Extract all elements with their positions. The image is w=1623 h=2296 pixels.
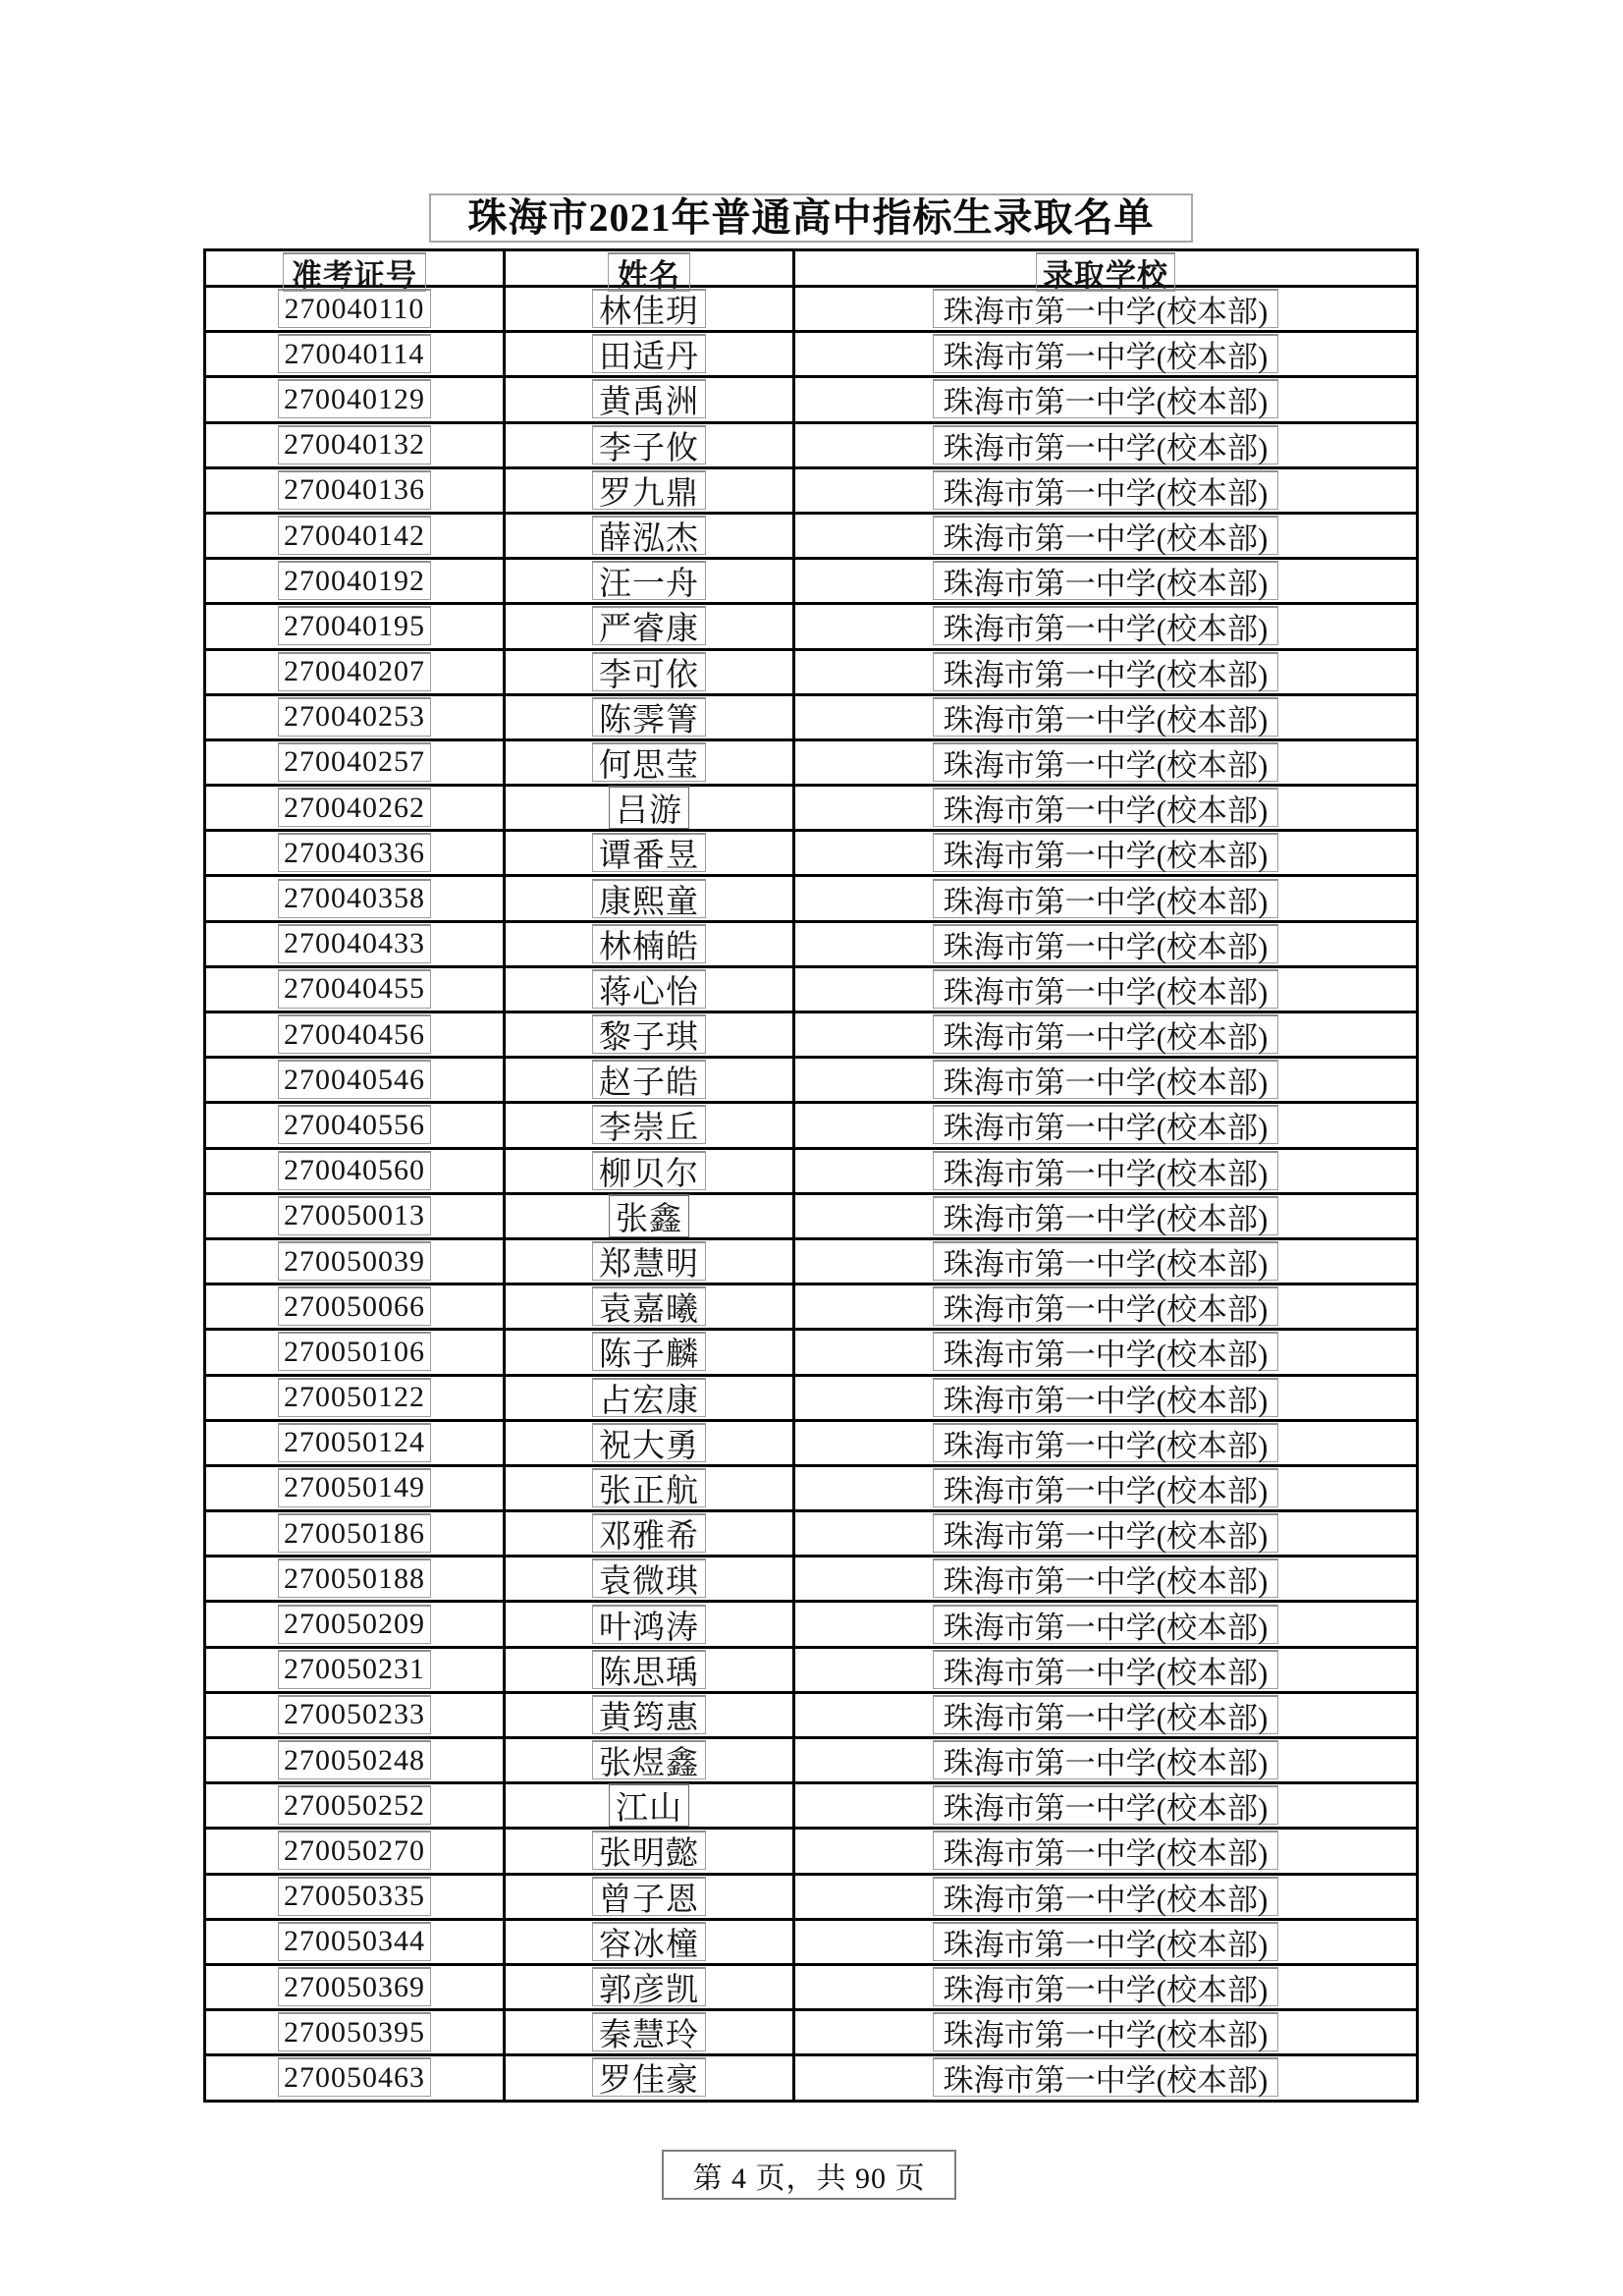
cell-ticket — [206, 1147, 506, 1192]
table-row — [206, 1555, 1416, 1600]
cell-name — [506, 557, 795, 602]
ticket-value: 270050124 — [278, 1423, 431, 1462]
cell-school — [795, 1464, 1416, 1509]
cell-name — [506, 1781, 795, 1827]
ticket-value: 270050463 — [278, 2057, 431, 2097]
table-body — [206, 285, 1416, 2100]
cell-name — [506, 512, 795, 557]
cell-school — [795, 421, 1416, 466]
cell-ticket — [206, 285, 506, 330]
cell-school — [795, 285, 1416, 330]
name-value: 罗九鼎 — [592, 470, 706, 510]
cell-ticket — [206, 330, 506, 375]
cell-name — [506, 1056, 795, 1101]
page-number-label: 第 4 页，共 90 页 — [692, 2161, 926, 2195]
ticket-value: 270040262 — [278, 788, 431, 827]
school-value: 珠海市第一中学(校本部) — [933, 1286, 1278, 1326]
ticket-value: 270050039 — [278, 1241, 431, 1281]
cell-school — [795, 1600, 1416, 1645]
cell-name — [506, 1147, 795, 1192]
cell-school — [795, 2053, 1416, 2099]
name-value: 谭番昱 — [592, 833, 706, 872]
cell-name — [506, 1192, 795, 1237]
name-value: 郑慧明 — [592, 1241, 706, 1281]
name-value: 康熙童 — [592, 879, 706, 918]
cell-school — [795, 1873, 1416, 1918]
ticket-value: 270050122 — [278, 1378, 431, 1417]
cell-name — [506, 1600, 795, 1645]
cell-name — [506, 1963, 795, 2008]
cell-name — [506, 648, 795, 693]
admission-table — [203, 248, 1419, 2103]
school-value: 珠海市第一中学(校本部) — [933, 697, 1278, 737]
cell-school — [795, 1827, 1416, 1872]
cell-ticket — [206, 1736, 506, 1781]
school-value: 珠海市第一中学(校本部) — [933, 1060, 1278, 1099]
cell-school — [795, 1918, 1416, 1963]
name-value: 黎子琪 — [592, 1014, 706, 1054]
name-value: 严睿康 — [592, 606, 706, 645]
table-row — [206, 1918, 1416, 1963]
cell-ticket — [206, 1827, 506, 1872]
table-row — [206, 1873, 1416, 1918]
cell-ticket — [206, 602, 506, 647]
cell-school — [795, 375, 1416, 420]
cell-ticket — [206, 648, 506, 693]
name-value: 张煜鑫 — [592, 1740, 706, 1779]
table-row — [206, 1646, 1416, 1691]
ticket-value: 270040546 — [278, 1060, 431, 1099]
name-value: 黄禹洲 — [592, 379, 706, 418]
table-row — [206, 1328, 1416, 1373]
cell-ticket — [206, 1963, 506, 2008]
cell-name — [506, 1873, 795, 1918]
cell-ticket — [206, 693, 506, 738]
cell-name — [506, 1691, 795, 1736]
name-value: 蒋心怡 — [592, 969, 706, 1009]
table-header-row — [206, 251, 1416, 293]
cell-school — [795, 920, 1416, 965]
header-cell-school — [795, 251, 1416, 293]
cell-school — [795, 2008, 1416, 2053]
cell-school — [795, 738, 1416, 784]
cell-ticket — [206, 1918, 506, 1963]
school-value: 珠海市第一中学(校本部) — [933, 1105, 1278, 1144]
cell-school — [795, 1283, 1416, 1328]
name-value: 何思莹 — [592, 742, 706, 782]
school-value: 珠海市第一中学(校本部) — [933, 1740, 1278, 1779]
table-row — [206, 375, 1416, 420]
document-title-box — [429, 193, 1193, 243]
ticket-value: 270040142 — [278, 516, 431, 555]
table-row — [206, 2053, 1416, 2099]
cell-name — [506, 602, 795, 647]
cell-ticket — [206, 1237, 506, 1283]
ticket-value: 270040253 — [278, 697, 431, 737]
table-row — [206, 1056, 1416, 1101]
ticket-value: 270040110 — [278, 289, 431, 328]
cell-school — [795, 648, 1416, 693]
ticket-value: 270040456 — [278, 1014, 431, 1054]
cell-name — [506, 693, 795, 738]
table-row — [206, 2008, 1416, 2053]
cell-school — [795, 1237, 1416, 1283]
name-value: 田适丹 — [592, 334, 706, 373]
name-value: 秦慧玲 — [592, 2012, 706, 2051]
header-label-school: 录取学校 — [1036, 252, 1175, 292]
name-value: 占宏康 — [592, 1378, 706, 1417]
name-value: 薛泓杰 — [592, 516, 706, 555]
table-row — [206, 466, 1416, 512]
cell-ticket — [206, 1873, 506, 1918]
ticket-value: 270050335 — [278, 1877, 431, 1916]
header-cell-name — [506, 251, 795, 293]
page-number-box — [662, 2150, 956, 2200]
school-value: 珠海市第一中学(校本部) — [933, 879, 1278, 918]
cell-ticket — [206, 784, 506, 829]
name-value: 袁微琪 — [592, 1558, 706, 1598]
table-row — [206, 1011, 1416, 1056]
cell-name — [506, 1374, 795, 1419]
cell-school — [795, 330, 1416, 375]
cell-ticket — [206, 738, 506, 784]
table-row — [206, 1827, 1416, 1872]
cell-ticket — [206, 375, 506, 420]
school-value: 珠海市第一中学(校本部) — [933, 289, 1278, 328]
cell-name — [506, 784, 795, 829]
cell-name — [506, 1011, 795, 1056]
ticket-value: 270050106 — [278, 1332, 431, 1371]
header-label-name: 姓名 — [608, 252, 690, 292]
cell-ticket — [206, 874, 506, 919]
school-value: 珠海市第一中学(校本部) — [933, 1014, 1278, 1054]
school-value: 珠海市第一中学(校本部) — [933, 833, 1278, 872]
cell-name — [506, 829, 795, 874]
ticket-value: 270050066 — [278, 1286, 431, 1326]
cell-ticket — [206, 1781, 506, 1827]
cell-name — [506, 874, 795, 919]
table-row — [206, 920, 1416, 965]
table-row — [206, 1600, 1416, 1645]
cell-ticket — [206, 557, 506, 602]
ticket-value: 270050344 — [278, 1922, 431, 1961]
cell-school — [795, 693, 1416, 738]
table-row — [206, 602, 1416, 647]
name-value: 张明懿 — [592, 1831, 706, 1870]
name-value: 李可依 — [592, 652, 706, 691]
ticket-value: 270040560 — [278, 1151, 431, 1190]
cell-school — [795, 512, 1416, 557]
ticket-value: 270050209 — [278, 1605, 431, 1644]
ticket-value: 270050270 — [278, 1831, 431, 1870]
school-value: 珠海市第一中学(校本部) — [933, 924, 1278, 963]
ticket-value: 270040455 — [278, 969, 431, 1009]
ticket-value: 270040192 — [278, 561, 431, 600]
table-row — [206, 1147, 1416, 1192]
name-value: 柳贝尔 — [592, 1151, 706, 1190]
name-value: 张正航 — [592, 1468, 706, 1507]
ticket-value: 270050149 — [278, 1468, 431, 1507]
cell-school — [795, 557, 1416, 602]
cell-ticket — [206, 1464, 506, 1509]
cell-school — [795, 1192, 1416, 1237]
cell-ticket — [206, 1555, 506, 1600]
ticket-value: 270040195 — [278, 606, 431, 645]
table-row — [206, 1419, 1416, 1464]
cell-ticket — [206, 1101, 506, 1146]
school-value: 珠海市第一中学(校本部) — [933, 606, 1278, 645]
cell-ticket — [206, 1600, 506, 1645]
cell-name — [506, 1555, 795, 1600]
table-row — [206, 829, 1416, 874]
school-value: 珠海市第一中学(校本部) — [933, 379, 1278, 418]
school-value: 珠海市第一中学(校本部) — [933, 1967, 1278, 2006]
cell-name — [506, 421, 795, 466]
table-row — [206, 1464, 1416, 1509]
table-row — [206, 1736, 1416, 1781]
table-row — [206, 557, 1416, 602]
cell-ticket — [206, 1374, 506, 1419]
cell-school — [795, 1691, 1416, 1736]
school-value: 珠海市第一中学(校本部) — [933, 1831, 1278, 1870]
cell-school — [795, 965, 1416, 1011]
cell-name — [506, 1419, 795, 1464]
cell-name — [506, 1736, 795, 1781]
cell-ticket — [206, 1328, 506, 1373]
cell-school — [795, 1419, 1416, 1464]
cell-school — [795, 1555, 1416, 1600]
cell-ticket — [206, 2008, 506, 2053]
school-value: 珠海市第一中学(校本部) — [933, 2057, 1278, 2097]
school-value: 珠海市第一中学(校本部) — [933, 1241, 1278, 1281]
name-value: 叶鸿涛 — [592, 1605, 706, 1644]
school-value: 珠海市第一中学(校本部) — [933, 1196, 1278, 1235]
ticket-value: 270040556 — [278, 1105, 431, 1144]
name-value: 赵子皓 — [592, 1060, 706, 1099]
name-value: 袁嘉曦 — [592, 1286, 706, 1326]
cell-school — [795, 1374, 1416, 1419]
cell-school — [795, 1963, 1416, 2008]
cell-name — [506, 965, 795, 1011]
name-value: 郭彦凯 — [592, 1967, 706, 2006]
name-value: 黄筠惠 — [592, 1695, 706, 1734]
ticket-value: 270050013 — [278, 1196, 431, 1235]
table-row — [206, 1509, 1416, 1555]
name-value: 汪一舟 — [592, 561, 706, 600]
table-row — [206, 512, 1416, 557]
cell-name — [506, 285, 795, 330]
name-value: 李子攸 — [592, 425, 706, 465]
school-value: 珠海市第一中学(校本部) — [933, 425, 1278, 465]
cell-name — [506, 738, 795, 784]
school-value: 珠海市第一中学(校本部) — [933, 516, 1278, 555]
cell-name — [506, 1464, 795, 1509]
name-value: 陈子麟 — [592, 1332, 706, 1371]
cell-ticket — [206, 1283, 506, 1328]
table-row — [206, 330, 1416, 375]
cell-ticket — [206, 920, 506, 965]
table-row — [206, 738, 1416, 784]
ticket-value: 270050395 — [278, 2012, 431, 2051]
cell-ticket — [206, 1011, 506, 1056]
cell-school — [795, 829, 1416, 874]
ticket-value: 270050369 — [278, 1967, 431, 2006]
school-value: 珠海市第一中学(校本部) — [933, 1650, 1278, 1689]
table-row — [206, 1374, 1416, 1419]
table-row — [206, 874, 1416, 919]
name-value: 容冰橦 — [592, 1922, 706, 1961]
table-row — [206, 1283, 1416, 1328]
name-value: 李崇丘 — [592, 1105, 706, 1144]
cell-school — [795, 1056, 1416, 1101]
cell-school — [795, 1101, 1416, 1146]
cell-name — [506, 1918, 795, 1963]
cell-school — [795, 1328, 1416, 1373]
cell-school — [795, 1147, 1416, 1192]
ticket-value: 270040207 — [278, 652, 431, 691]
cell-name — [506, 1646, 795, 1691]
ticket-value: 270050231 — [278, 1650, 431, 1689]
cell-name — [506, 2008, 795, 2053]
school-value: 珠海市第一中学(校本部) — [933, 1332, 1278, 1371]
cell-school — [795, 602, 1416, 647]
ticket-value: 270040114 — [278, 334, 431, 373]
ticket-value: 270050233 — [278, 1695, 431, 1734]
school-value: 珠海市第一中学(校本部) — [933, 1877, 1278, 1916]
table-row — [206, 1963, 1416, 2008]
cell-ticket — [206, 2053, 506, 2099]
ticket-value: 270050248 — [278, 1740, 431, 1779]
header-label-ticket: 准考证号 — [283, 252, 426, 292]
header-cell-ticket — [206, 251, 506, 293]
school-value: 珠海市第一中学(校本部) — [933, 1605, 1278, 1644]
school-value: 珠海市第一中学(校本部) — [933, 2012, 1278, 2051]
cell-name — [506, 1283, 795, 1328]
school-value: 珠海市第一中学(校本部) — [933, 1151, 1278, 1190]
table-row — [206, 1237, 1416, 1283]
school-value: 珠海市第一中学(校本部) — [933, 470, 1278, 510]
ticket-value: 270040433 — [278, 924, 431, 963]
school-value: 珠海市第一中学(校本部) — [933, 1922, 1278, 1961]
table-row — [206, 648, 1416, 693]
cell-ticket — [206, 1192, 506, 1237]
ticket-value: 270040129 — [278, 379, 431, 418]
cell-name — [506, 920, 795, 965]
cell-ticket — [206, 1691, 506, 1736]
table-row — [206, 784, 1416, 829]
name-value: 吕游 — [609, 786, 689, 829]
school-value: 珠海市第一中学(校本部) — [933, 969, 1278, 1009]
name-value: 林佳玥 — [592, 289, 706, 328]
school-value: 珠海市第一中学(校本部) — [933, 561, 1278, 600]
name-value: 陈霁箐 — [592, 697, 706, 737]
cell-ticket — [206, 1056, 506, 1101]
cell-ticket — [206, 965, 506, 1011]
cell-school — [795, 1509, 1416, 1555]
name-value: 邓雅希 — [592, 1513, 706, 1553]
ticket-value: 270050188 — [278, 1558, 431, 1598]
cell-name — [506, 1509, 795, 1555]
cell-ticket — [206, 829, 506, 874]
name-value: 江山 — [609, 1783, 689, 1827]
name-value: 曾子恩 — [592, 1877, 706, 1916]
ticket-value: 270040132 — [278, 425, 431, 465]
table-row — [206, 1781, 1416, 1827]
table-row — [206, 1192, 1416, 1237]
school-value: 珠海市第一中学(校本部) — [933, 1785, 1278, 1825]
school-value: 珠海市第一中学(校本部) — [933, 1558, 1278, 1598]
cell-school — [795, 1736, 1416, 1781]
name-value: 罗佳豪 — [592, 2057, 706, 2097]
table-row — [206, 285, 1416, 330]
ticket-value: 270040136 — [278, 470, 431, 510]
cell-name — [506, 466, 795, 512]
cell-ticket — [206, 1646, 506, 1691]
school-value: 珠海市第一中学(校本部) — [933, 652, 1278, 691]
ticket-value: 270050186 — [278, 1513, 431, 1553]
document-title: 珠海市2021年普通高中指标生录取名单 — [467, 195, 1155, 240]
cell-school — [795, 874, 1416, 919]
school-value: 珠海市第一中学(校本部) — [933, 742, 1278, 782]
name-value: 林楠皓 — [592, 924, 706, 963]
cell-name — [506, 2053, 795, 2099]
cell-name — [506, 330, 795, 375]
cell-school — [795, 1781, 1416, 1827]
school-value: 珠海市第一中学(校本部) — [933, 1378, 1278, 1417]
ticket-value: 270040336 — [278, 833, 431, 872]
school-value: 珠海市第一中学(校本部) — [933, 1513, 1278, 1553]
cell-ticket — [206, 421, 506, 466]
cell-school — [795, 784, 1416, 829]
cell-school — [795, 1011, 1416, 1056]
cell-ticket — [206, 466, 506, 512]
cell-name — [506, 1827, 795, 1872]
ticket-value: 270050252 — [278, 1785, 431, 1825]
cell-name — [506, 1237, 795, 1283]
cell-name — [506, 375, 795, 420]
school-value: 珠海市第一中学(校本部) — [933, 1423, 1278, 1462]
name-value: 张鑫 — [609, 1194, 689, 1237]
name-value: 陈思瑀 — [592, 1650, 706, 1689]
school-value: 珠海市第一中学(校本部) — [933, 1468, 1278, 1507]
cell-name — [506, 1101, 795, 1146]
table-row — [206, 693, 1416, 738]
table-row — [206, 1101, 1416, 1146]
cell-ticket — [206, 1419, 506, 1464]
cell-name — [506, 1328, 795, 1373]
cell-school — [795, 1646, 1416, 1691]
cell-ticket — [206, 1509, 506, 1555]
ticket-value: 270040358 — [278, 879, 431, 918]
cell-school — [795, 466, 1416, 512]
school-value: 珠海市第一中学(校本部) — [933, 1695, 1278, 1734]
school-value: 珠海市第一中学(校本部) — [933, 788, 1278, 827]
cell-ticket — [206, 512, 506, 557]
table-row — [206, 421, 1416, 466]
table-row — [206, 965, 1416, 1011]
ticket-value: 270040257 — [278, 742, 431, 782]
name-value: 祝大勇 — [592, 1423, 706, 1462]
table-row — [206, 1691, 1416, 1736]
school-value: 珠海市第一中学(校本部) — [933, 334, 1278, 373]
